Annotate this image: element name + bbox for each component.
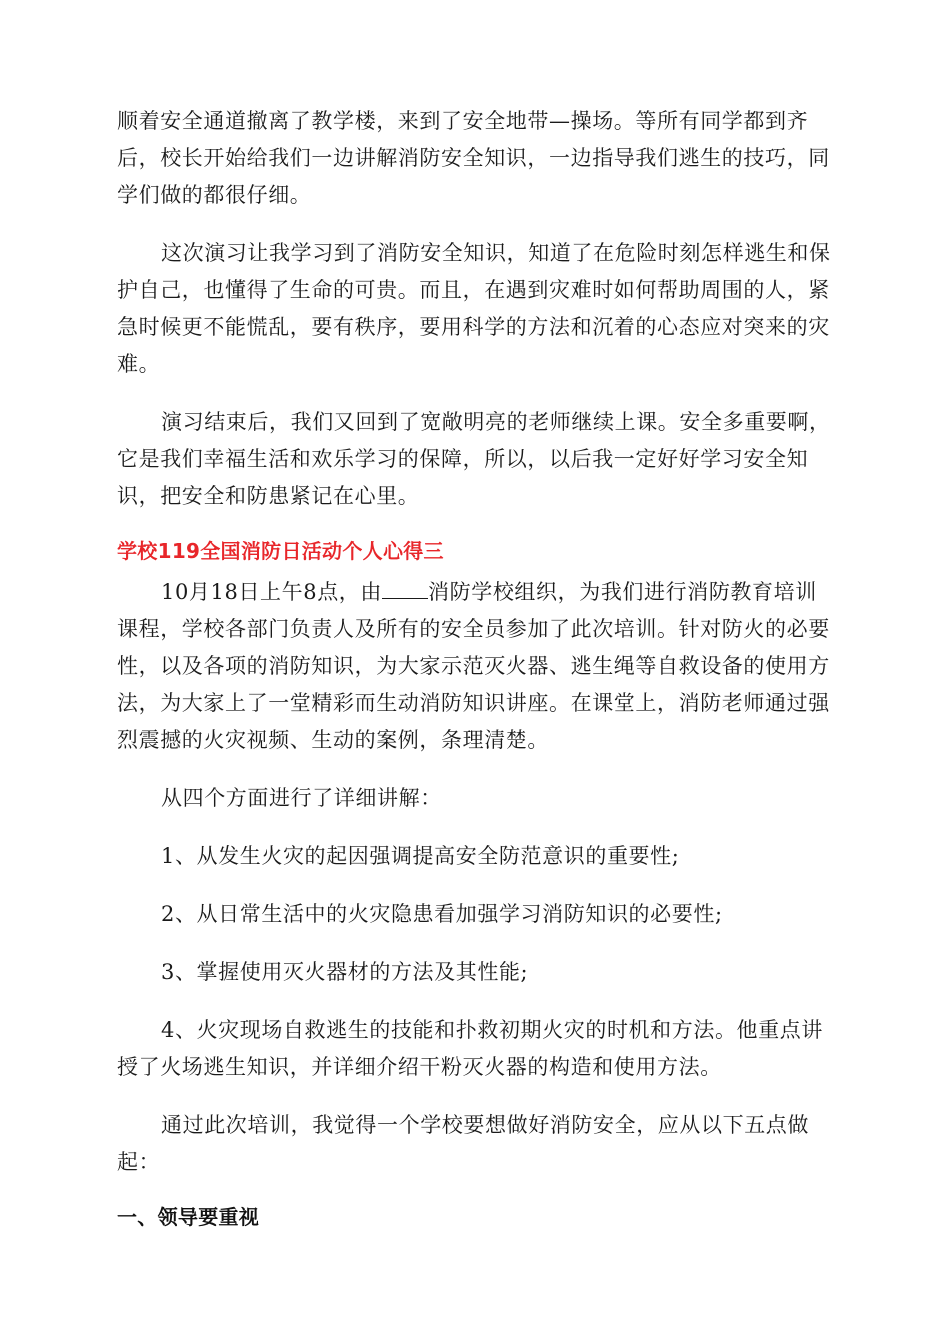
paragraph-five-points: 通过此次培训，我觉得一个学校要想做好消防安全，应从以下五点做起： [117,1113,809,1174]
paragraph-drill-end: 演习结束后，我们又回到了宽敞明亮的老师继续上课。安全多重要啊，它是我们幸福生活和欢乐学习的保障，所以，以后我一定好好学习安全知识，把安全和防患紧记在心里。 [117,410,831,508]
paragraph-training-intro [117,574,833,759]
training-date-text: 10月18日上午8点，由 [161,580,383,604]
training-body-text: 消防学校组织，为我们进行消防教育培训课程，学校各部门负责人及所有的安全员参加了此次培训。针对防火的必要性，以及各项的消防知识，为大家示范灭火器、逃生绳等自救设备的使用方法，为大家上了一堂精彩而生动消防知识讲座。在课堂上，消防老师通过强烈震撼的火灾视频、生动的案例，条理清楚。 [117,580,830,752]
list-item-3: 3、掌握使用灭火器材的方法及其性能; [161,960,529,984]
section-heading-experience-three: 学校119全国消防日活动个人心得三 [117,539,444,563]
paragraph-four-aspects: 从四个方面进行了详细讲解： [161,786,442,810]
paragraph-evacuation: 顺着安全通道撤离了教学楼，来到了安全地带—操场。等所有同学都到齐后，校长开始给我们一边讲解消防安全知识，一边指导我们逃生的技巧，同学们做的都很仔细。 [117,109,830,207]
document-page [117,100,833,1232]
blank-underline [382,580,428,599]
list-item-4: 4、火灾现场自救逃生的技能和扑救初期火灾的时机和方法。他重点讲授了火场逃生知识，并详细介绍干粉灭火器的构造和使用方法。 [117,1018,823,1079]
paragraph-drill-lesson: 这次演习让我学习到了消防安全知识，知道了在危险时刻怎样逃生和保护自己，也懂得了生命的可贵。而且，在遇到灾难时如何帮助周围的人，紧急时候更不能慌乱，要有秩序，要用科学的方法和沉着的心态应对突来的灾难。 [117,241,831,376]
list-item-2: 2、从日常生活中的火灾隐患看加强学习消防知识的必要性; [161,902,723,926]
list-item-1: 1、从发生火灾的起因强调提高安全防范意识的重要性; [161,844,680,868]
subheading-leadership: 一、领导要重视 [117,1205,260,1229]
